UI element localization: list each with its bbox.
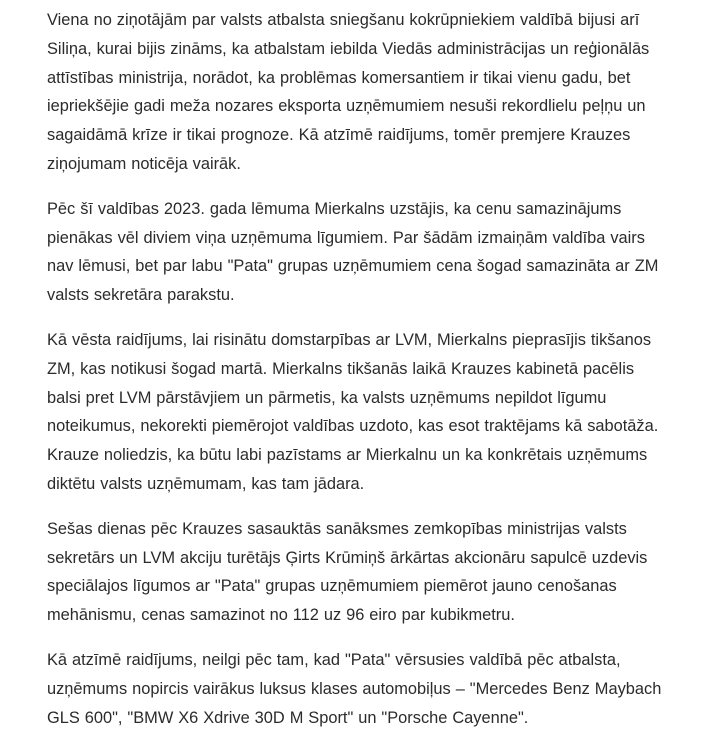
article-paragraph: Kā atzīmē raidījums, neilgi pēc tam, kad "Pata" vērsusies valdībā pēc atbalsta, uzņēmums nopircis vairākus luksus klases automobiļus – "Mercedes Benz Maybach GLS 600", "BMW X6 Xdrive 30D M Sport" un "Porsche Cayenne". [47,650,662,727]
article-paragraph: Pēc šī valdības 2023. gada lēmuma Mierkalns uzstājis, ka cenu samazinājums pienākas vēl diviem viņa uzņēmuma līgumiem. Par šādām izmaiņām valdība vairs nav lēmusi, bet par labu "Pata" grupas uzņēmumiem cena šogad samazināta ar ZM valsts sekretāra parakstu. [47,199,659,305]
article-paragraph: Kā vēsta raidījums, lai risinātu domstarpības ar LVM, Mierkalns pieprasījis tikšanos ZM, kas notikusi šogad martā. Mierkalns tikšanās laikā Krauzes kabinetā pacēlis balsi pret LVM pārstāvjiem un pārmetis, ka valsts uzņēmums nepildot līgumu noteikumus, nekorekti piemērojot valdības uzdoto, kas esot traktējams kā sabotāža. Krauze noliedzis, ka būtu labi pazīstams ar Mierkalnu un ka konkrētais uzņēmums diktētu valsts uzņēmumam, kas tam jādara. [47,330,659,493]
article-paragraph: Viena no ziņotājām par valsts atbalsta sniegšanu kokrūpniekiem valdībā bijusi arī Siliņa, kurai bijis zināms, ka atbalstam iebilda Viedās administrācijas un reģionālās attīstības ministrija, norādot, ka problēmas komersantiem ir tikai vienu gadu, bet iepriekšējie gadi meža nozares eksporta uzņēmumiem nesuši rekordlielu peļņu un sagaidāmā krīze ir tikai prognoze. Kā atzīmē raidījums, tomēr premjere Krauzes ziņojumam noticēja vairāk. [47,11,650,173]
article-paragraph: Sešas dienas pēc Krauzes sasauktās sanāksmes zemkopības ministrijas valsts sekretārs un LVM akciju turētājs Ģirts Krūmiņš ārkārtas akcionāru sapulcē uzdevis speciālajos līgumos ar "Pata" grupas uzņēmumiem piemērot jauno cenošanas mehānismu, cenas samazinot no 112 uz 96 eiro par kubikmetru. [47,519,648,625]
